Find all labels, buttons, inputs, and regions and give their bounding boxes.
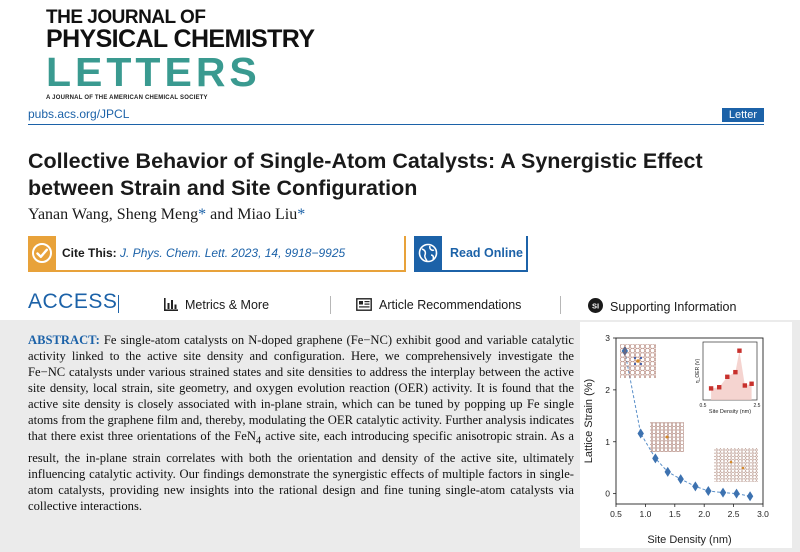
lattice-illustration [650,422,684,452]
inset-point [709,386,713,390]
author-name[interactable]: Yanan Wang [28,206,109,223]
author-separator: and [206,206,238,223]
y-tick-label: 3 [605,333,610,343]
data-point [733,489,739,499]
journal-line1: THE JOURNAL OF [46,7,206,28]
toolbar-separator [560,296,561,314]
y-tick-label: 1 [605,436,610,447]
journal-line3: LETTERS [46,49,261,95]
author-name[interactable]: Sheng Meng [116,206,199,223]
supporting-label: Supporting Information [610,300,737,314]
bar-chart-icon [164,298,178,311]
inset-point [717,385,721,389]
toolbar-separator [330,296,331,314]
data-point [652,453,658,463]
data-point [637,428,643,438]
read-online-box[interactable] [414,236,528,272]
header-rule [28,124,764,125]
abstract-body-part1: Fe single-atom catalysts on N-doped graphene (Fe−NC) exhibit good and variable catalytic activity linked to the active site density and configuration. Here, we comprehensively investigate the Fe−NC catalysts under various strained states and site densities to address the interplay between the active site density, local strain, site geometry, and oxygen evolution reaction (OER) activity. It is found that the active site density is closely associated with in-plane strain, which can be tuned by popping up Fe single atoms from the graphene film and, thereby, modulating the OER catalytic activity. Further analysis indicates that there exist three orientations of the FeN [28,333,574,443]
inset-x-tick-label: 2.5 [753,403,761,409]
y-axis-label: Lattice Strain (%) [583,378,595,464]
journal-line2: PHYSICAL CHEMISTRY [46,25,315,53]
cite-label: Cite This: [62,246,117,260]
metrics-label: Metrics & More [185,298,270,312]
journal-masthead [46,8,314,102]
x-axis-label: Site Density (nm) [647,534,732,546]
data-point [677,474,683,484]
abstract-label: ABSTRACT: [28,333,100,347]
article-recommendations-button[interactable] [356,298,521,312]
inset-x-tick-label: 0.5 [699,403,707,409]
supporting-info-icon [588,298,603,313]
inset-point [733,370,737,374]
corresponding-author-star[interactable]: * [198,206,207,223]
access-label: ACCESS [28,290,118,313]
inset-y-label: η_OER (V) [695,358,701,384]
data-point [720,488,726,498]
data-point [705,486,711,496]
recommendations-label: Article Recommendations [379,298,522,312]
supporting-information-button[interactable] [588,298,736,314]
cite-icon [28,236,56,270]
x-tick-label: 1.0 [639,509,652,519]
inset-point [737,349,741,353]
journal-url-link[interactable]: pubs.acs.org/JPCL [28,107,130,121]
author-list [28,206,305,224]
x-tick-label: 0.5 [610,509,622,519]
y-tick-label: 2 [605,384,610,395]
data-point [692,481,698,491]
data-point [665,467,671,477]
cite-this-box[interactable] [28,236,406,272]
corresponding-author-star[interactable]: * [297,206,306,223]
y-tick-label: 0 [605,488,610,499]
article-title: Collective Behavior of Single-Atom Catalysts: A Synergistic Effect between Strain and Site Configuration [28,149,703,200]
toc-graphic [580,322,792,548]
author-name[interactable]: Miao Liu [237,206,298,223]
abstract-body-part2: active site, each introducing specific anisotropic strain. As a result, the in-plane strain correlates with both the orientation and density of the active site, ultimately influencing catalytic activity. Our findings demonstrate the synergistic effects of multiple factors in single-atom catalysts, providing new insights into the rational design and fine tuning single-atom catalysts via collective interactions. [28,429,574,513]
globe-icon [414,236,442,270]
article-type-badge: Letter [722,108,764,122]
access-divider [118,295,119,313]
cite-text [62,246,345,260]
inset-x-label: Site Density (nm) [708,409,752,415]
lattice-illustration [714,448,758,482]
read-online-label: Read Online [450,246,523,260]
metrics-more-button[interactable] [164,298,269,312]
lattice-illustration [620,344,656,378]
inset-point [749,382,753,386]
lattice-strain-chart [580,322,792,548]
inset-point [725,375,729,379]
x-tick-label: 2.0 [698,509,711,519]
abstract-subscript: 4 [255,435,262,447]
x-tick-label: 2.5 [727,509,740,519]
x-tick-label: 1.5 [668,509,681,519]
newspaper-icon [356,298,372,311]
abstract-text [28,332,574,514]
author-separator: , [108,206,117,223]
x-tick-label: 3.0 [757,509,769,519]
inset-point [743,383,747,387]
svg-text:SI: SI [591,301,600,311]
data-point [747,491,753,501]
citation-reference[interactable]: J. Phys. Chem. Lett. 2023, 14, 9918−9925 [120,246,346,260]
journal-tagline: A JOURNAL OF THE AMERICAN CHEMICAL SOCIETY [46,95,208,101]
journal-url-bar [28,107,764,123]
